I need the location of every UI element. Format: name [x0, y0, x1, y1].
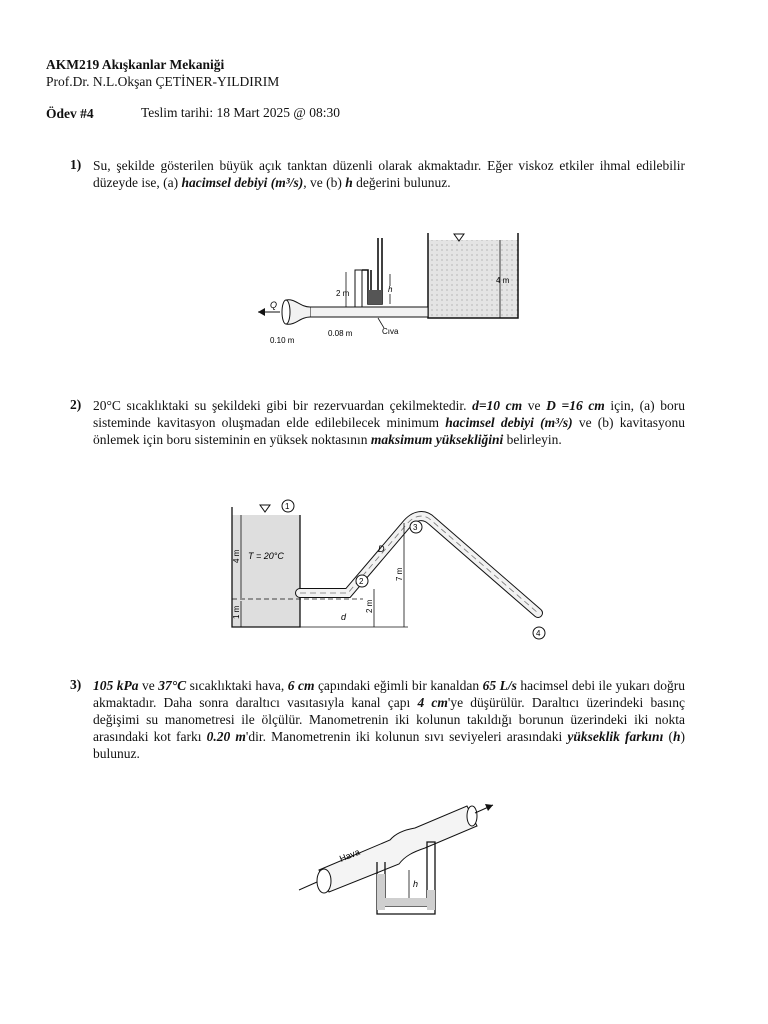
q2-emphasis: D =16 cm — [546, 398, 605, 413]
q2-part: 20°C sıcaklıktaki su şekildeki gibi bir rezervuardan çekilmektedir. — [93, 398, 473, 413]
pipe — [310, 307, 428, 317]
q3-part: hacimsel debi ile yukarı doğru akmaktadır. Daha sonra daraltıcı vasıtasıyla kanal çapı — [93, 678, 686, 710]
homework-number: Ödev #4 — [46, 106, 94, 121]
question-3-text — [93, 677, 685, 762]
question-1-number: 1) — [70, 157, 82, 172]
diameter-d-label: d — [341, 612, 347, 622]
q3-emphasis: 0.20 m — [206, 729, 246, 744]
q1-emphasis: h — [345, 175, 353, 190]
question-2-number: 2) — [70, 397, 82, 412]
question-1-text — [93, 157, 685, 191]
figure-1-tank-diagram — [250, 228, 530, 348]
q2-emphasis: hacimsel debiyi (m³/s) — [445, 415, 573, 430]
tank-depth-label: 4 m — [496, 276, 510, 285]
point-3-label: 3 — [413, 523, 418, 532]
q1-part: , ve (b) — [303, 175, 346, 190]
q3-part: 'dir. Manometrenin iki kolunun sıvı seviyeleri arasındaki — [245, 729, 568, 744]
nozzle-exit — [282, 300, 290, 324]
point-1-label: 1 — [285, 502, 290, 511]
manometer-left-leg — [355, 270, 362, 307]
q3-part: ve — [138, 678, 159, 693]
h-label: h — [413, 879, 419, 889]
depth-4m-label: 4 m — [232, 549, 241, 563]
exit-diameter-label: 0.10 m — [270, 336, 295, 345]
q3-emphasis: 65 L/s — [482, 678, 517, 693]
depth-1m-label: 1 m — [232, 605, 241, 619]
height-label: 2 m — [336, 289, 350, 298]
flow-label: Q — [270, 300, 278, 310]
duct — [319, 806, 477, 892]
q2-part: ve (b) kavitasyonu önlemek için boru sisteminin en yüksek noktasının — [93, 415, 685, 447]
height-2m-label: 2 m — [365, 599, 374, 613]
figure-3-duct-diagram — [295, 790, 505, 925]
mercury-label: Cıva — [382, 327, 399, 336]
q3-part: sıcaklıktaki hava, — [186, 678, 288, 693]
diameter-D-label: D — [378, 544, 385, 554]
free-surface-icon — [260, 505, 270, 512]
q3-emphasis: 37°C — [158, 678, 187, 693]
figure-2-reservoir-diagram — [228, 495, 558, 645]
q2-part: ve — [522, 398, 547, 413]
q3-emphasis: 6 cm — [287, 678, 315, 693]
flow-arrow-icon — [258, 308, 265, 316]
q3-emphasis: yükseklik farkını — [567, 729, 664, 744]
reservoir-water — [232, 515, 300, 627]
duct-inlet — [317, 869, 331, 893]
height-7m-label: 7 m — [395, 567, 404, 581]
q3-emphasis: 105 kPa — [93, 678, 139, 693]
q2-emphasis: maksimum yüksekliğini — [370, 432, 504, 447]
free-surface-icon — [454, 234, 464, 241]
q3-part: ) bulunuz. — [93, 729, 685, 761]
q2-part: belirleyin. — [503, 432, 562, 447]
question-3-number: 3) — [70, 677, 82, 692]
pipe-diameter-label: 0.08 m — [328, 329, 353, 338]
point-4-label: 4 — [536, 629, 541, 638]
professor-name: Prof.Dr. N.L.Okşan ÇETİNER-YILDIRIM — [46, 74, 280, 89]
q3-part: ( — [663, 729, 673, 744]
q1-emphasis: hacimsel debiyi (m³/s) — [181, 175, 304, 190]
duct-outlet — [467, 806, 477, 826]
q2-emphasis: d=10 cm — [472, 398, 523, 413]
q3-part: çapındaki eğimli bir kanaldan — [314, 678, 483, 693]
temperature-label: T = 20°C — [248, 551, 284, 561]
h-label: h — [388, 285, 393, 294]
q1-part: değerini bulunuz. — [352, 175, 451, 190]
q3-emphasis: h — [672, 729, 681, 744]
q3-part: 'ye düşürülür. Daraltıcı üzerindeki basınç değişimi su manometresi ile ölçülür. Manometrenin iki kolunun takıldığı borunun üzerindeki iki nokta arasındaki kot farkı — [93, 695, 685, 744]
q1-part: Su, şekilde gösterilen büyük açık tanktan düzenli olarak akmaktadır. Eğer viskoz etkiler ihmal edilebilir düzeyde ise, (a) — [93, 158, 685, 190]
course-title: AKM219 Akışkanlar Mekaniği — [46, 57, 225, 72]
question-2-text — [93, 397, 685, 448]
air-label: Hava — [338, 846, 362, 864]
due-date: Teslim tarihi: 18 Mart 2025 @ 08:30 — [141, 105, 340, 120]
mercury — [368, 290, 382, 304]
q2-part: için, (a) boru sisteminde kavitasyon oluşmadan elde edilebilecek minimum — [93, 398, 686, 430]
point-2-label: 2 — [359, 577, 364, 586]
q3-emphasis: 4 cm — [417, 695, 448, 710]
